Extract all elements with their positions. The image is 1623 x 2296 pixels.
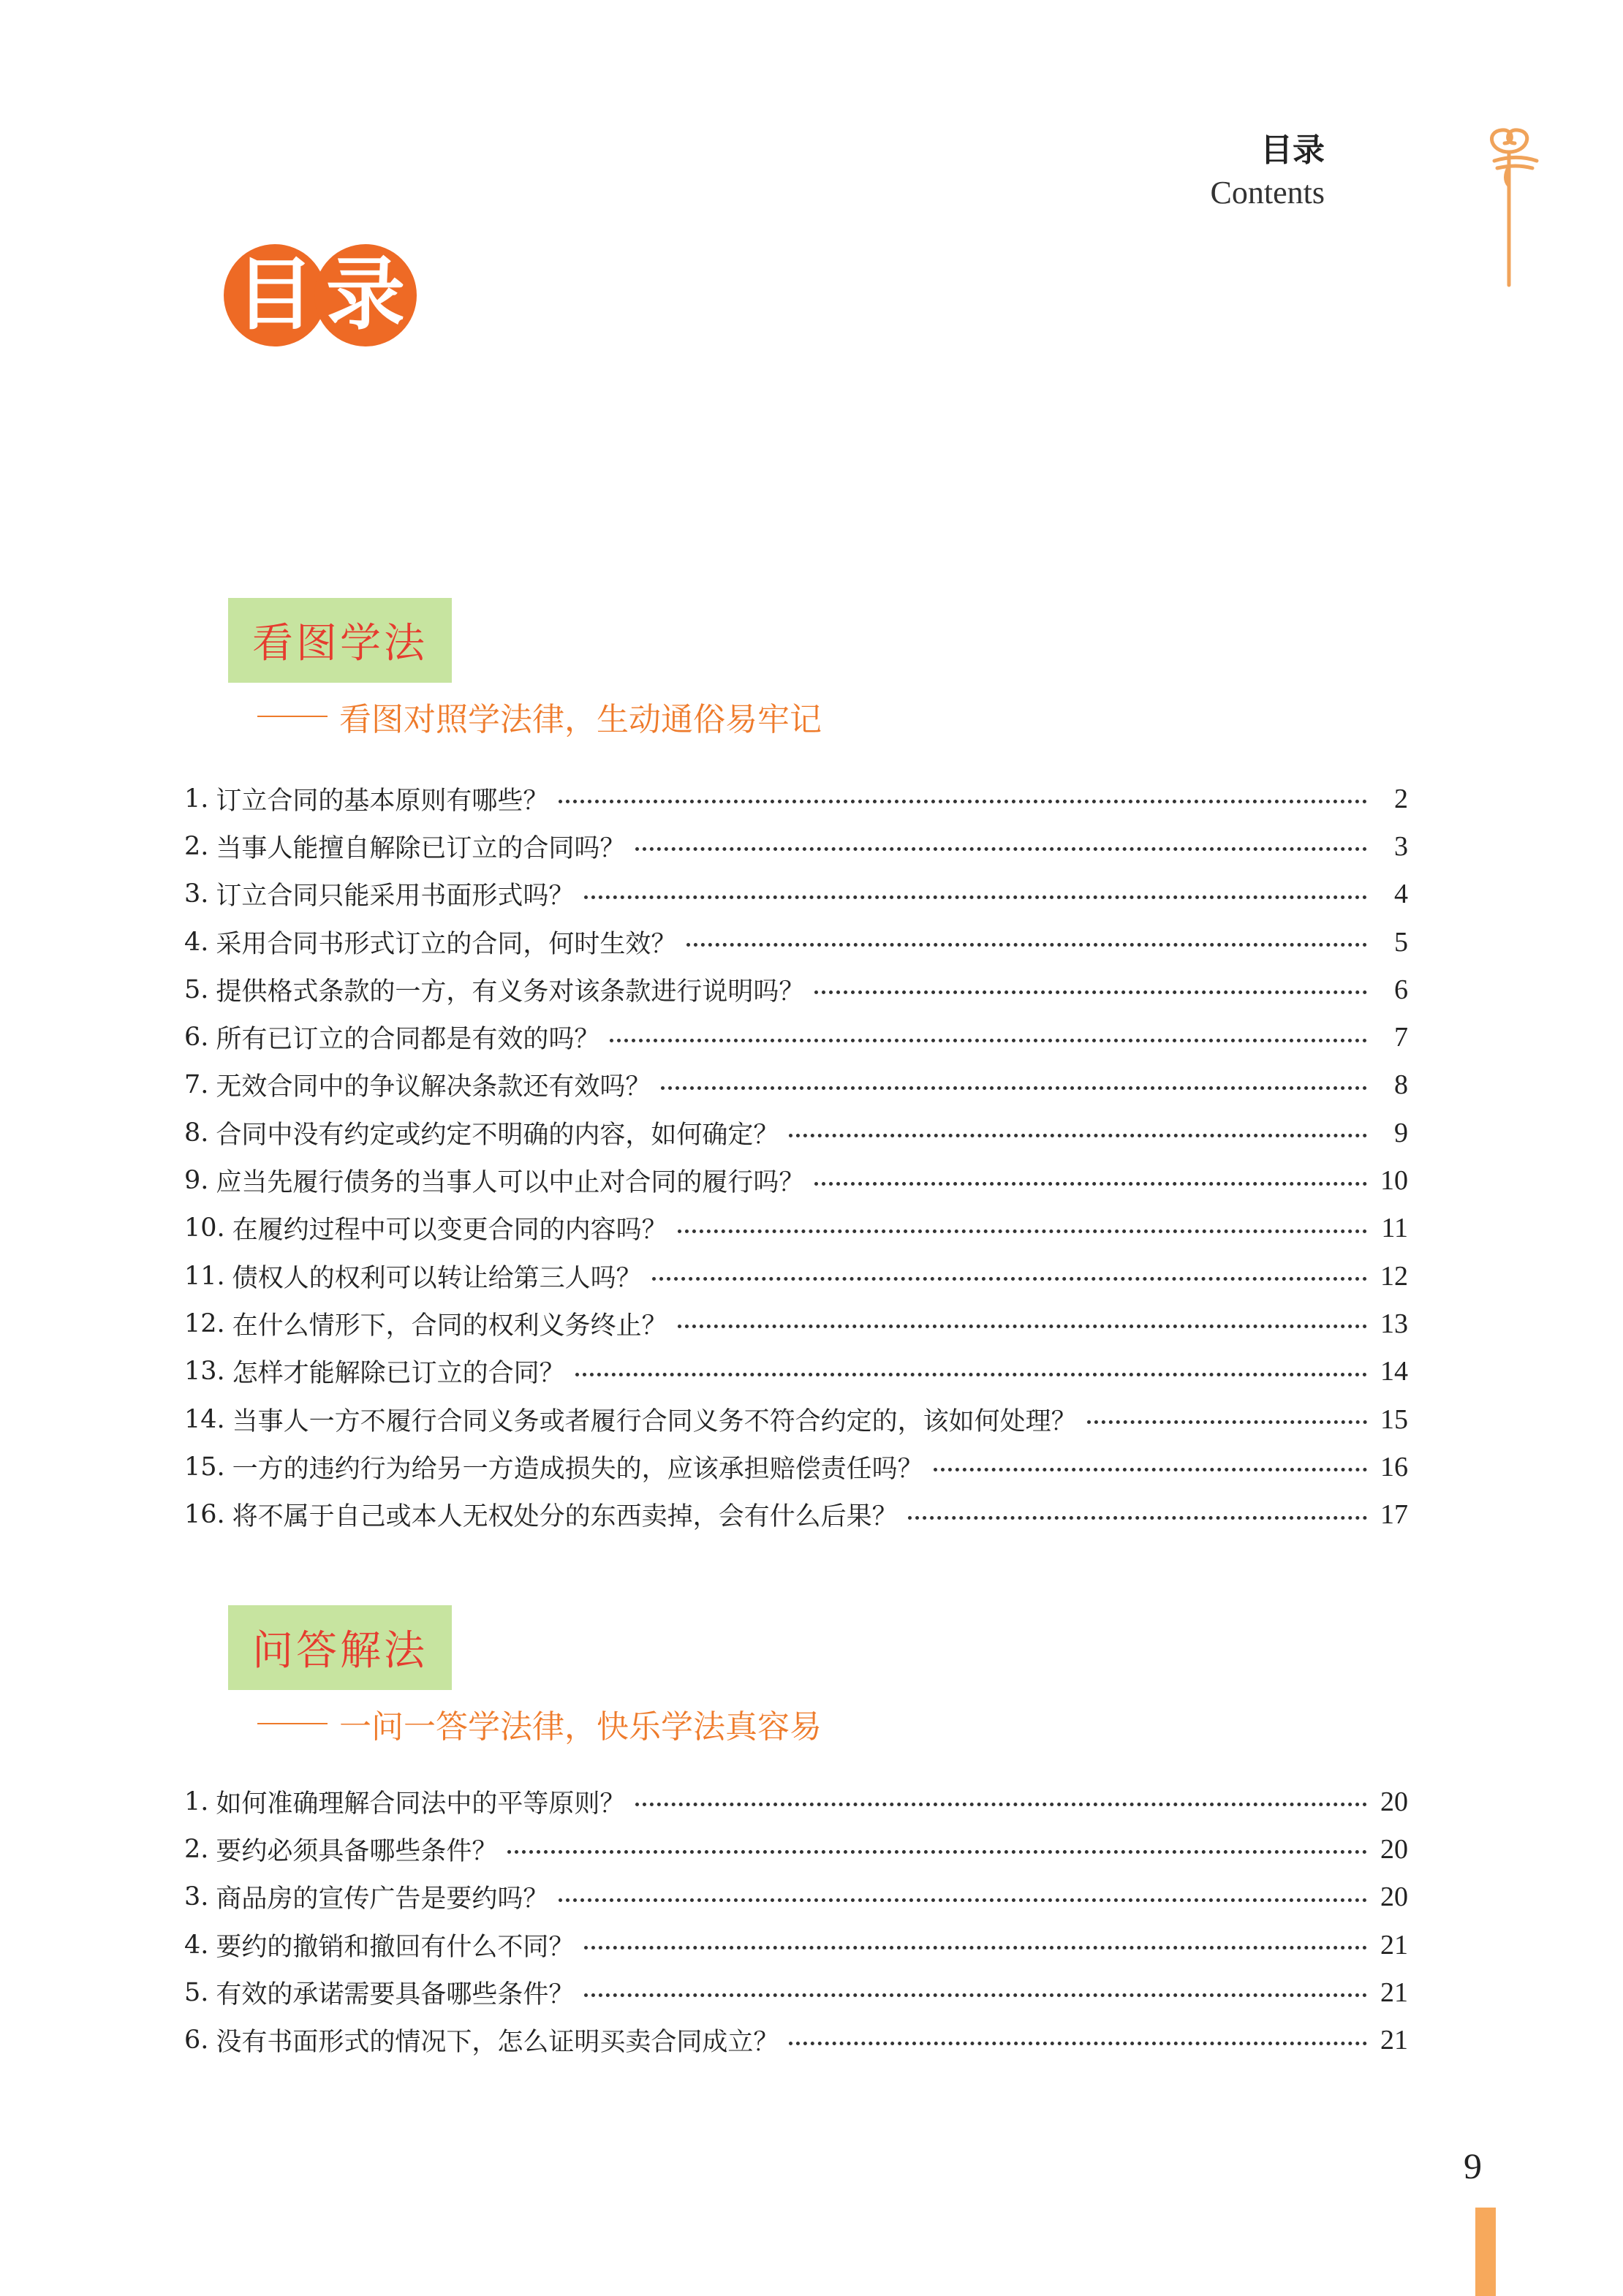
toc-item-page: 12 <box>1380 1260 1408 1292</box>
toc-item-text: 有效的承诺需要具备哪些条件？ <box>216 1979 575 2009</box>
toc-item-text: 要约必须具备哪些条件？ <box>216 1836 498 1866</box>
page-edge-bar <box>1475 2208 1496 2296</box>
toc-item[interactable] <box>184 1013 1408 1061</box>
toc-item[interactable] <box>184 1061 1408 1109</box>
toc-item-page: 20 <box>1380 1882 1408 1913</box>
toc-leader-dots <box>789 2042 1367 2045</box>
toc-item[interactable] <box>184 1395 1408 1443</box>
toc-item-page: 11 <box>1381 1213 1408 1244</box>
toc-item-number: 15. <box>184 1452 225 1482</box>
toc-item-page: 9 <box>1394 1117 1408 1148</box>
toc-leader-dots <box>908 1516 1367 1520</box>
toc-leader-dots <box>575 1373 1367 1376</box>
toc-leader-dots <box>559 800 1367 803</box>
toc-item-number: 5. <box>184 974 209 1004</box>
toc-item-number: 1. <box>184 1787 209 1816</box>
toc-item-number: 13. <box>184 1357 225 1387</box>
toc-item-page: 20 <box>1380 1833 1408 1865</box>
scroll-ornament-icon <box>1475 123 1543 291</box>
toc-item-number: 4. <box>184 927 209 957</box>
toc-list-section-2 <box>184 1778 1408 2064</box>
toc-leader-dots <box>635 1803 1367 1806</box>
toc-item-page: 16 <box>1380 1451 1408 1482</box>
toc-item-text: 合同中没有约定或约定不明确的内容，如何确定？ <box>216 1120 779 1150</box>
section-2-subtitle-row <box>257 1700 822 1747</box>
toc-leader-dots <box>584 1993 1367 1997</box>
toc-item[interactable] <box>184 1252 1408 1300</box>
toc-leader-dots <box>661 1086 1367 1090</box>
toc-item-number: 2. <box>184 1834 209 1864</box>
toc-item[interactable] <box>184 1921 1408 1969</box>
toc-leader-dots <box>1087 1420 1367 1424</box>
toc-leader-dots <box>934 1468 1367 1471</box>
section-1-subtitle-row <box>257 693 822 740</box>
toc-leader-dots <box>686 943 1367 947</box>
toc-item-text: 当事人能擅自解除已订立的合同吗？ <box>216 833 626 863</box>
page-number: 9 <box>1464 2145 1482 2186</box>
toc-item-page: 21 <box>1380 1977 1408 2008</box>
toc-item[interactable] <box>184 1825 1408 1873</box>
toc-item-number: 12. <box>184 1308 225 1338</box>
toc-item-text: 将不属于自己或本人无权处分的东西卖掉，会有什么后果？ <box>232 1502 898 1532</box>
toc-item-page: 10 <box>1380 1165 1408 1197</box>
toc-item[interactable] <box>184 1300 1408 1347</box>
running-header <box>1211 129 1325 213</box>
toc-item-page: 14 <box>1380 1356 1408 1387</box>
toc-item[interactable] <box>184 1348 1408 1395</box>
toc-item-page: 20 <box>1380 1786 1408 1817</box>
toc-item-number: 1. <box>184 784 209 814</box>
toc-item-page: 5 <box>1394 926 1408 958</box>
toc-item[interactable] <box>184 1490 1408 1538</box>
toc-item-text: 无效合同中的争议解决条款还有效吗？ <box>216 1072 651 1102</box>
toc-item-page: 3 <box>1394 830 1408 862</box>
toc-item-number: 5. <box>184 1977 209 2007</box>
toc-item-number: 9. <box>184 1166 209 1196</box>
subtitle-dash <box>257 716 328 717</box>
toc-item-text: 如何准确理解合同法中的平等原则？ <box>216 1789 626 1819</box>
toc-item-text: 在履约过程中可以变更合同的内容吗？ <box>232 1216 667 1246</box>
toc-leader-dots <box>814 1182 1367 1186</box>
toc-item[interactable] <box>184 1443 1408 1490</box>
toc-item-text: 商品房的宣传广告是要约吗？ <box>216 1884 549 1914</box>
toc-leader-dots <box>559 1898 1367 1902</box>
toc-item-number: 6. <box>184 2026 209 2056</box>
toc-item-text: 在什么情形下，合同的权利义务终止？ <box>232 1311 667 1341</box>
toc-item[interactable] <box>184 1873 1408 1921</box>
toc-item-page: 6 <box>1394 974 1408 1005</box>
toc-item-number: 11. <box>184 1261 225 1291</box>
toc-item-page: 2 <box>1394 783 1408 814</box>
toc-item[interactable] <box>184 871 1408 918</box>
toc-item-text: 当事人一方不履行合同义务或者履行合同义务不符合约定的，该如何处理？ <box>232 1406 1077 1436</box>
toc-leader-dots <box>635 847 1367 851</box>
toc-item[interactable] <box>184 1778 1408 1825</box>
toc-item-text: 提供格式条款的一方，有义务对该条款进行说明吗？ <box>216 977 805 1007</box>
toc-item-text: 没有书面形式的情况下，怎么证明买卖合同成立？ <box>216 2028 779 2058</box>
toc-item-text: 所有已订立的合同都是有效的吗？ <box>216 1025 600 1055</box>
toc-item-page: 21 <box>1380 1929 1408 1960</box>
toc-item-page: 13 <box>1380 1308 1408 1339</box>
toc-item[interactable] <box>184 1969 1408 2016</box>
toc-item-number: 10. <box>184 1213 225 1243</box>
toc-item-page: 15 <box>1380 1403 1408 1435</box>
subtitle-dash <box>257 1723 328 1724</box>
toc-item-number: 4. <box>184 1930 209 1960</box>
toc-item-text: 采用合同书形式订立的合同，何时生效？ <box>216 929 677 959</box>
toc-item[interactable] <box>184 918 1408 966</box>
toc-item-number: 8. <box>184 1118 209 1148</box>
toc-item-number: 7. <box>184 1070 209 1100</box>
toc-item-text: 订立合同只能采用书面形式吗？ <box>216 882 575 912</box>
section-2-title: 问答解法 <box>228 1605 452 1690</box>
toc-leader-dots <box>814 990 1367 994</box>
toc-item-page: 8 <box>1394 1069 1408 1101</box>
title-char-2: 录 <box>314 244 417 346</box>
toc-item-number: 3. <box>184 879 209 909</box>
toc-item-page: 7 <box>1394 1022 1408 1053</box>
toc-leader-dots <box>652 1277 1367 1281</box>
toc-leader-dots <box>584 895 1367 899</box>
toc-item-number: 6. <box>184 1023 209 1053</box>
toc-item-number: 2. <box>184 831 209 861</box>
toc-item-page: 4 <box>1394 879 1408 910</box>
toc-item-text: 订立合同的基本原则有哪些？ <box>216 786 549 816</box>
toc-item-text: 一方的违约行为给另一方造成损失的，应该承担赔偿责任吗？ <box>232 1454 923 1484</box>
toc-leader-dots <box>610 1039 1367 1042</box>
toc-item[interactable] <box>184 1109 1408 1156</box>
toc-item[interactable] <box>184 1156 1408 1204</box>
toc-item-page: 21 <box>1380 2025 1408 2056</box>
toc-item[interactable] <box>184 966 1408 1013</box>
toc-item-text: 应当先履行债务的当事人可以中止对合同的履行吗？ <box>216 1168 805 1198</box>
toc-item-text: 要约的撤销和撤回有什么不同？ <box>216 1932 575 1962</box>
toc-item-number: 16. <box>184 1500 225 1530</box>
toc-item[interactable] <box>184 1205 1408 1252</box>
toc-item-text: 怎样才能解除已订立的合同？ <box>232 1359 565 1389</box>
toc-item-number: 14. <box>184 1404 225 1434</box>
toc-leader-dots <box>678 1325 1367 1328</box>
section-2-subtitle: 一问一答学法律，快乐学法真容易 <box>339 1708 822 1746</box>
toc-leader-dots <box>584 1946 1367 1950</box>
toc-leader-dots <box>789 1134 1367 1137</box>
toc-list-section-1 <box>184 775 1408 1539</box>
header-title-cn: 目录 <box>1260 132 1325 169</box>
title-char-1: 目 <box>224 244 326 346</box>
header-title-en: Contents <box>1210 175 1325 211</box>
toc-leader-dots <box>678 1230 1367 1233</box>
toc-item[interactable] <box>184 775 1408 822</box>
toc-item[interactable] <box>184 2016 1408 2064</box>
section-1-title: 看图学法 <box>228 598 452 683</box>
toc-item-page: 17 <box>1380 1499 1408 1531</box>
section-1-subtitle: 看图对照学法律，生动通俗易牢记 <box>339 701 822 738</box>
toc-leader-dots <box>507 1850 1367 1854</box>
toc-item[interactable] <box>184 822 1408 870</box>
toc-item-number: 3. <box>184 1882 209 1912</box>
toc-item-text: 债权人的权利可以转让给第三人吗？ <box>232 1263 642 1293</box>
